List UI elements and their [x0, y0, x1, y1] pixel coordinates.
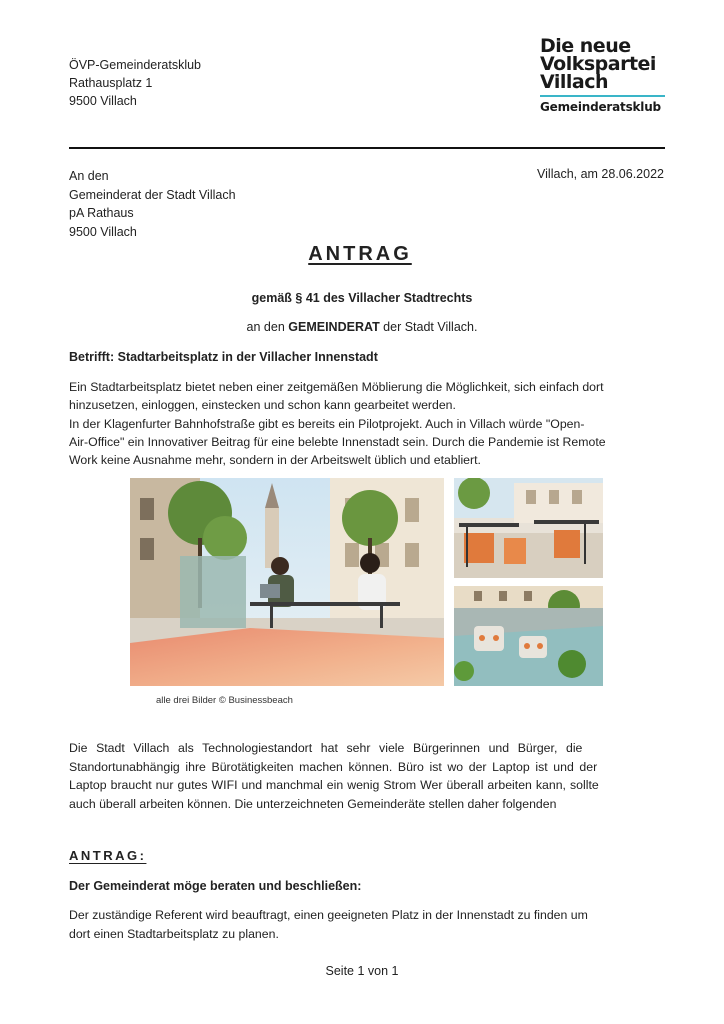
photo-aerial-plaza [454, 586, 603, 686]
recipient-line: pA Rathaus [69, 206, 134, 220]
document-date: Villach, am 28.06.2022 [537, 167, 664, 181]
logo-accent-rule [540, 95, 665, 97]
sender-address [69, 56, 201, 110]
header-divider [69, 147, 665, 149]
paragraph-line: auch überall arbeiten können. Die unterzeichneten Gemeinderäte stellen daher folgenden [69, 796, 557, 811]
main-paragraph [69, 739, 665, 813]
paragraph-line: Air-Office" ein Innovativer Beitrag für eine belebte Innenstadt sein. Durch die Pandemie ist Remote [69, 434, 606, 449]
photo-street-workplace [130, 478, 444, 686]
intro-paragraph [69, 378, 665, 469]
addressee-after: der Stadt Villach. [379, 320, 478, 334]
page-number: Seite 1 von 1 [325, 964, 399, 978]
addressee-line [0, 320, 724, 334]
paragraph-line: Die Stadt Villach als Technologiestandort hat sehr viele Bürgerinnen und Bürger, die [69, 741, 583, 755]
paragraph-line: Der zuständige Referent wird beauftragt, einen geeigneten Platz in der Innenstadt zu finden um [69, 908, 588, 922]
sender-line: Rathausplatz 1 [69, 76, 153, 90]
paragraph-line: Ein Stadtarbeitsplatz bietet neben einer zeitgemäßen Möblierung die Möglichkeit, sich einfach dort [69, 380, 604, 394]
addressee-bold: GEMEINDERAT [288, 320, 380, 334]
photo-credit: alle drei Bilder © Businessbeach [156, 695, 293, 706]
recipient-line: Gemeinderat der Stadt Villach [69, 187, 236, 202]
sender-line: 9500 Villach [69, 94, 137, 108]
sender-line: ÖVP-Gemeinderatsklub [69, 58, 202, 72]
resolution-heading: Der Gemeinderat möge beraten und beschließen: [69, 879, 362, 893]
paragraph-line: Laptop braucht nur gutes WIFI und manchmal ein wenig Strom Wer überall arbeiten kann, sollte [69, 778, 599, 792]
logo-line: Volkspartei [540, 53, 656, 75]
document-subtitle: gemäß § 41 des Villacher Stadtrechts [251, 291, 473, 305]
party-logo [540, 37, 680, 114]
paragraph-line: dort einen Stadtarbeitsplatz zu planen. [69, 927, 279, 941]
document-title [0, 243, 724, 266]
subject-line: Betrifft: Stadtarbeitsplatz in der Villacher Innenstadt [69, 350, 378, 364]
logo-line: Villach [540, 71, 609, 93]
document-title-text: ANTRAG [308, 243, 412, 265]
resolution-paragraph [69, 906, 665, 944]
logo-line: Die neue [540, 35, 631, 57]
recipient-line: An den [69, 169, 109, 183]
logo-subtitle: Gemeinderatsklub [540, 100, 661, 114]
paragraph-line: Standortunabhängig ihre Bürotätigkeiten machen können. Büro ist wo der Laptop ist und der [69, 759, 598, 774]
photo-terrace-chairs [454, 478, 603, 578]
addressee-before: an den [246, 320, 289, 334]
motion-heading: ANTRAG: [69, 848, 147, 863]
paragraph-line: Work keine Ausnahme mehr, sondern in der Arbeitswelt üblich und etabliert. [69, 453, 481, 468]
recipient-line: 9500 Villach [69, 224, 137, 239]
recipient-address [69, 167, 236, 241]
paragraph-line: In der Klagenfurter Bahnhofstraße gibt es bereits ein Pilotprojekt. Auch in Villach würde "Open- [69, 416, 585, 431]
paragraph-line: hinzusetzen, einloggen, einstecken und schon kann gearbeitet werden. [69, 398, 456, 413]
